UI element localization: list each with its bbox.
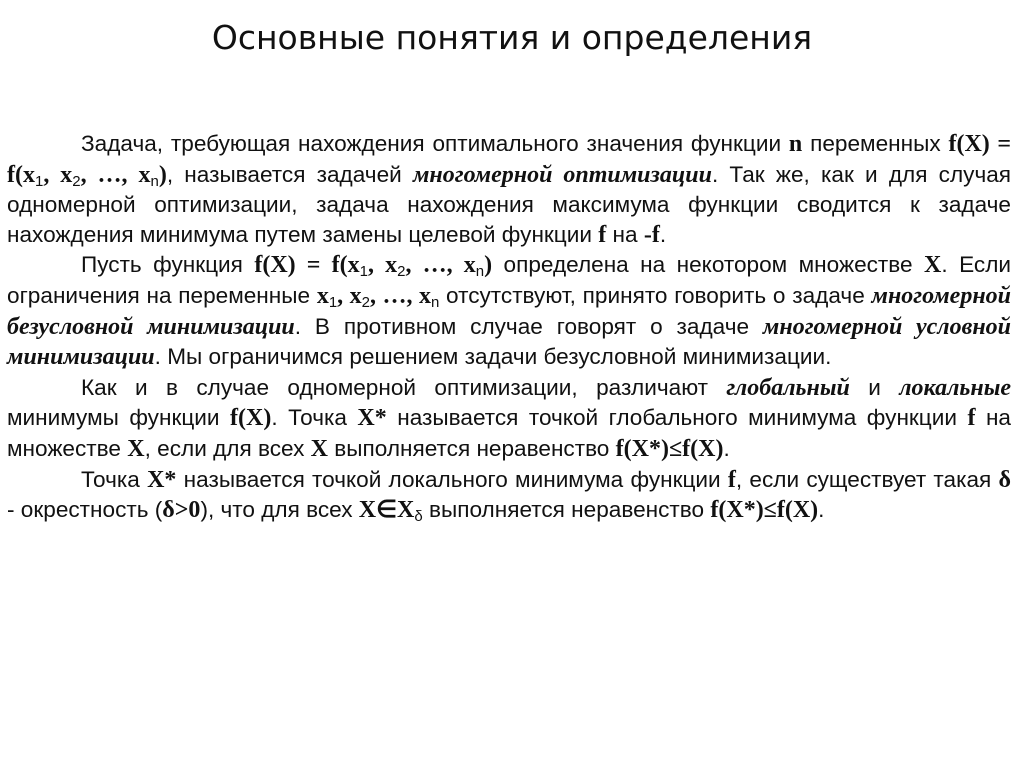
subscript: δ	[414, 508, 423, 526]
text-run: называется точкой глобального минимума функции	[386, 405, 968, 431]
paragraph-global-minimum	[7, 373, 1011, 465]
slide-body	[7, 129, 1011, 526]
math-term: -f	[643, 221, 660, 248]
math-term: f	[727, 466, 736, 493]
math-term: , …, x	[369, 282, 431, 309]
emphasized-term: многомерной оптимизации	[412, 161, 712, 188]
emphasized-term: глобальный	[726, 374, 850, 401]
text-run: . Так же, как и для случая одномерной оптимизации, задача нахождения максимума функции сводится к задаче нахождения минимума путем замены целевой функции	[7, 161, 1012, 247]
subscript: 2	[72, 172, 81, 190]
paragraph-local-minimum	[7, 465, 1011, 526]
math-term: )	[484, 252, 493, 279]
math-term: X*	[147, 466, 177, 493]
math-term: n	[788, 131, 803, 157]
subscript: 2	[397, 263, 406, 281]
slide-title: Основные понятия и определения	[211, 18, 813, 57]
subscript: n	[475, 263, 485, 281]
text-run: на множестве	[7, 405, 1011, 461]
text-run: - окрестность (	[7, 497, 163, 523]
math-term: X	[924, 252, 942, 279]
math-term: f(X*)≤f(X)	[710, 497, 819, 524]
text-run: .	[723, 435, 730, 461]
text-run: отсутствуют, принято говорить о задаче	[439, 282, 872, 308]
text-run: переменных	[802, 131, 949, 156]
text-run: . Если ограничения на переменные	[7, 252, 1011, 308]
math-term: f(X) = f(x	[7, 131, 1011, 188]
math-term: f(X*)≤f(X)	[615, 435, 724, 462]
math-term: X	[127, 435, 145, 462]
math-term: x	[316, 282, 329, 309]
text-run: , называется задачей	[166, 161, 413, 187]
text-run: Точка	[81, 466, 148, 492]
emphasized-term: локальные	[899, 374, 1011, 401]
math-term: f(X) = f(x	[254, 252, 360, 279]
math-term: X	[310, 435, 329, 462]
math-term: , …, x	[80, 161, 151, 188]
math-term: , …, x	[405, 252, 476, 279]
math-term: , x	[337, 282, 362, 309]
math-term: f	[967, 405, 976, 432]
math-term: f(X)	[230, 405, 272, 432]
emphasized-term: многомерной условной минимизации	[7, 313, 1012, 371]
text-run: , если для всех	[144, 435, 311, 461]
math-term: )	[158, 161, 167, 188]
math-term: , x	[43, 161, 73, 188]
text-run: на	[606, 221, 644, 247]
text-run: выполняется неравенство	[422, 497, 711, 523]
math-term: X*	[357, 405, 387, 432]
subscript: 1	[328, 293, 338, 311]
text-run: , если существует такая	[735, 466, 999, 492]
text-run: Пусть функция	[81, 252, 255, 278]
text-run: .	[818, 497, 825, 523]
paragraph-definition	[7, 129, 1011, 250]
text-run: . В противном случае говорят о задаче	[294, 313, 763, 339]
subscript: n	[430, 293, 440, 311]
text-run: минимумы функции	[7, 405, 231, 431]
text-run: Как и в случае одномерной оптимизации, различают	[81, 374, 727, 400]
greek-symbol: δ	[998, 466, 1011, 493]
subscript: 1	[34, 172, 44, 190]
text-run: выполняется неравенство	[328, 435, 616, 461]
math-term: δ>0	[162, 497, 201, 524]
subscript: 2	[361, 293, 370, 311]
text-run: . Мы ограничимся решением задачи безусловной минимизации.	[154, 344, 832, 370]
text-run: Задача, требующая нахождения оптимального значения функции	[81, 131, 789, 156]
math-term: , x	[367, 252, 398, 279]
subscript: n	[150, 172, 159, 190]
math-term: f	[598, 221, 607, 248]
math-term: X∈X	[358, 497, 415, 524]
text-run: определена на некотором множестве	[492, 252, 925, 278]
text-run: и	[849, 374, 900, 400]
subscript: 1	[359, 263, 368, 281]
text-run: . Точка	[271, 405, 358, 431]
emphasized-term: многомерной безусловной минимизации	[7, 282, 1011, 340]
text-run: называется точкой локального минимума функции	[176, 466, 728, 492]
paragraph-unconstrained	[7, 250, 1011, 372]
text-run: .	[659, 221, 667, 247]
text-run: ), что для всех	[200, 497, 359, 523]
